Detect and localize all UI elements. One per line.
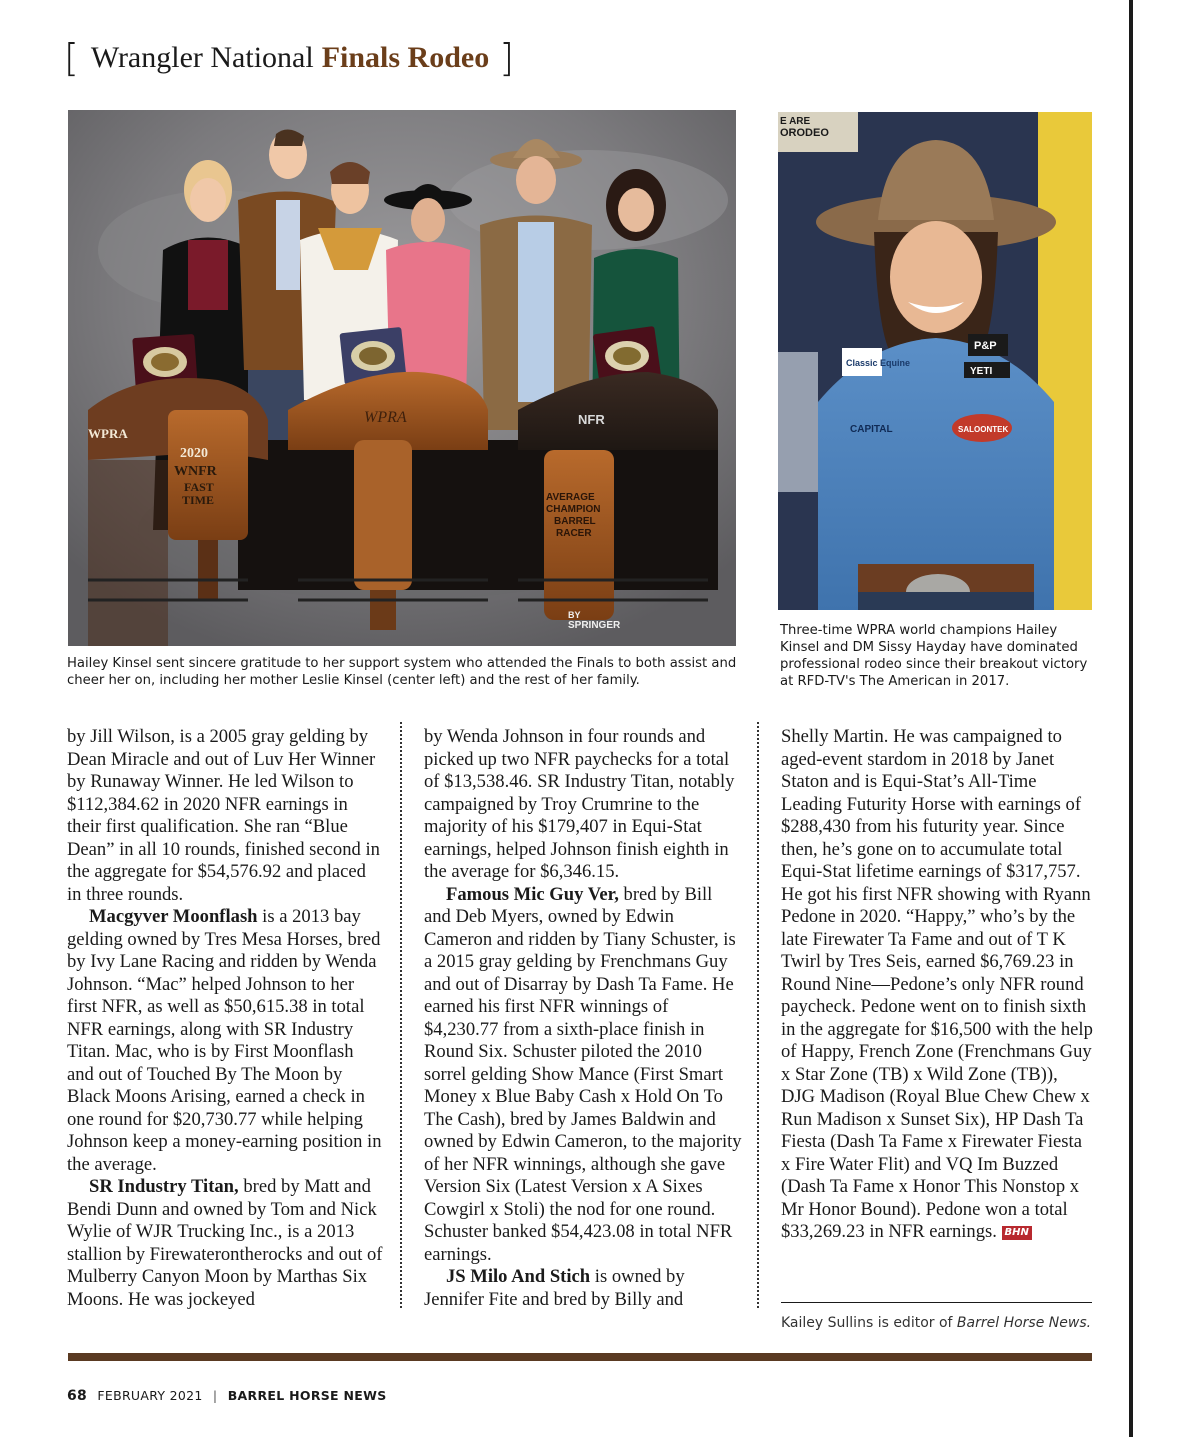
column-divider-2 <box>757 722 759 1308</box>
svg-text:P&P: P&P <box>974 340 997 352</box>
svg-text:BY: BY <box>568 610 581 620</box>
horse-name: Famous Mic Guy Ver, <box>446 883 619 905</box>
svg-text:CAPITAL: CAPITAL <box>850 424 893 435</box>
svg-text:CHAMPION: CHAMPION <box>546 504 601 515</box>
article-column-2 <box>424 726 742 1311</box>
author-bio: Kailey Sullins is editor of Barrel Horse News. <box>781 1315 1092 1331</box>
svg-text:FAST: FAST <box>184 480 214 494</box>
paragraph: Macgyver Moonflash is a 2013 bay gelding owned by Tres Mesa Horses, bred by Ivy Lane Racing and ridden by Wenda Johnson. “Mac” helped Johnson to her first NFR, as well as $50,615.38 in total NFR earnings, along with SR Industry Titan. Mac, who is by First Moonflash and out of Touched By The Moon by Black Moons Arising, earned a check in one round for $20,730.77 while helping Johnson keep a money-earning position in the average. <box>67 906 382 1175</box>
right-bracket: ] <box>499 36 515 80</box>
svg-text:AVERAGE: AVERAGE <box>546 492 595 503</box>
svg-text:BARREL: BARREL <box>554 516 596 527</box>
horse-name: JS Milo And Stich <box>446 1266 591 1287</box>
bio-rule <box>781 1302 1092 1303</box>
horse-name: Macgyver Moonflash <box>89 906 258 927</box>
paragraph: JS Milo And Stich is owned by Jennifer Fite and bred by Billy and <box>424 1266 685 1310</box>
footer-bar <box>68 1353 1092 1361</box>
svg-text:ORODEO: ORODEO <box>780 127 829 139</box>
svg-text:E ARE: E ARE <box>780 116 811 127</box>
kinsel-portrait-photo <box>778 112 1092 610</box>
paragraph: SR Industry Titan, bred by Matt and Bendi Dunn and owned by Tom and Nick Wylie of WJR Trucking Inc., is a 2013 stallion by Firewaterontherocks and out of Mulberry Canyon Moon by Marthas Six Moons. He was jockeyed <box>67 1176 383 1310</box>
header-title-bold: Finals Rodeo <box>321 41 490 74</box>
page-edge-rule <box>1129 0 1133 1437</box>
paragraph: by Wenda Johnson in four rounds and picked up two NFR paychecks for a total of $13,538.46. SR Industry Titan, notably campaigned by Troy Crumrine to the majority of his $179,407 in Equi-Stat earnings, helped Johnson finish eighth in the average for $6,346.15. <box>424 726 735 882</box>
column-divider-1 <box>400 722 402 1308</box>
left-bracket: [ <box>64 36 79 80</box>
svg-text:WPRA: WPRA <box>364 409 407 426</box>
magazine-name: Barrel Horse News. <box>956 1315 1092 1331</box>
portrait-illustration <box>778 112 1092 610</box>
svg-text:RACER: RACER <box>556 528 592 539</box>
svg-text:NFR: NFR <box>578 412 605 427</box>
horse-name: SR Industry Titan, <box>89 1176 239 1197</box>
issue-date: FEBRUARY 2021 <box>97 1388 203 1403</box>
family-saddles-illustration <box>68 110 736 646</box>
paragraph: Shelly Martin. He was campaigned to aged-event stardom in 2018 by Janet Staton and is Equi-Stat’s All-Time Leading Futurity Horse with earnings of $288,430 from his futurity year. Since then, he’s gone on to accumulate total Equi-Stat lifetime earnings of $317,757. He got his first NFR showing with Ryann Pedone in 2020. “Happy,” who’s by the late Firewater Ta Fame and out of T K Twirl by Tres Seis, earned $6,769.23 in Round Nine—Pedone’s only NFR round paycheck. Pedone went on to finish sixth in the aggregate for $16,500 with the help of Happy, French Zone (Frenchmans Guy x Star Zone (TB) x Wild Zone (TB)), DJG Madison (Royal Blue Chew Chew x Run Madison x Sunset Six), HP Dash Ta Fiesta (Dash Ta Fame x Firewater Fiesta x Fire Water Flit) and VQ Im Buzzed (Dash Ta Fame x Honor This Nonstop x Mr Honor Bound). Pedone won a total $33,269.23 in NFR earnings. BHN <box>781 726 1093 1242</box>
svg-text:SALOONTEK: SALOONTEK <box>958 425 1009 434</box>
svg-text:WPRA: WPRA <box>88 426 128 441</box>
article-column-3 <box>781 726 1095 1244</box>
svg-text:Classic Equine: Classic Equine <box>846 358 911 368</box>
page-number: 68 <box>67 1388 88 1404</box>
end-mark-logo: BHN <box>1002 1226 1032 1240</box>
paragraph: by Jill Wilson, is a 2005 gray gelding by Dean Miracle and out of Luv Her Winner by Runaway Winner. He led Wilson to $112,384.62 in 2020 NFR earnings in their first qualification. She ran “Blue Dean” in all 10 rounds, finished second in the aggregate for $54,576.92 and placed in three rounds. <box>67 726 380 905</box>
magazine-title: BARREL HORSE NEWS <box>227 1388 387 1403</box>
header-title-light: Wrangler National <box>90 41 314 74</box>
svg-text:SPRINGER: SPRINGER <box>568 620 621 631</box>
photo-caption-right: Three-time WPRA world champions Hailey Kinsel and DM Sissy Hayday have dominated professional rodeo since their breakout victory at RFD-TV's The American in 2017. <box>780 623 1088 689</box>
folio-separator: | <box>212 1388 218 1403</box>
svg-text:YETI: YETI <box>970 366 993 377</box>
black-tablecloth <box>238 440 718 590</box>
svg-text:2020: 2020 <box>180 446 208 461</box>
section-header <box>64 36 514 80</box>
family-saddles-photo <box>68 110 736 646</box>
article-column-1 <box>67 726 383 1311</box>
svg-text:TIME: TIME <box>182 493 215 507</box>
paragraph: Famous Mic Guy Ver, bred by Bill and Deb Myers, owned by Edwin Cameron and ridden by Tiany Schuster, is a 2015 gray gelding by Frenchmans Guy and out of Disarray by Dash Ta Fame. He earned his first NFR winnings of $4,230.77 from a sixth-place finish in Round Six. Schuster piloted the 2010 sorrel gelding Show Mance (First Smart Money x Blue Baby Cash x Hold On To The Cash), bred by James Baldwin and owned by Edwin Cameron, to the majority of her NFR winnings, although she gave Version Six (Latest Version x A Sixes Cowgirl x Stoli) the nod for one round. Schuster banked $54,423.08 in total NFR earnings. <box>424 883 742 1265</box>
svg-text:WNFR: WNFR <box>174 464 217 479</box>
page-folio <box>67 1388 387 1404</box>
photo-caption-left: Hailey Kinsel sent sincere gratitude to her support system who attended the Finals to both assist and cheer her on, including her mother Leslie Kinsel (center left) and the rest of her family. <box>67 656 737 688</box>
